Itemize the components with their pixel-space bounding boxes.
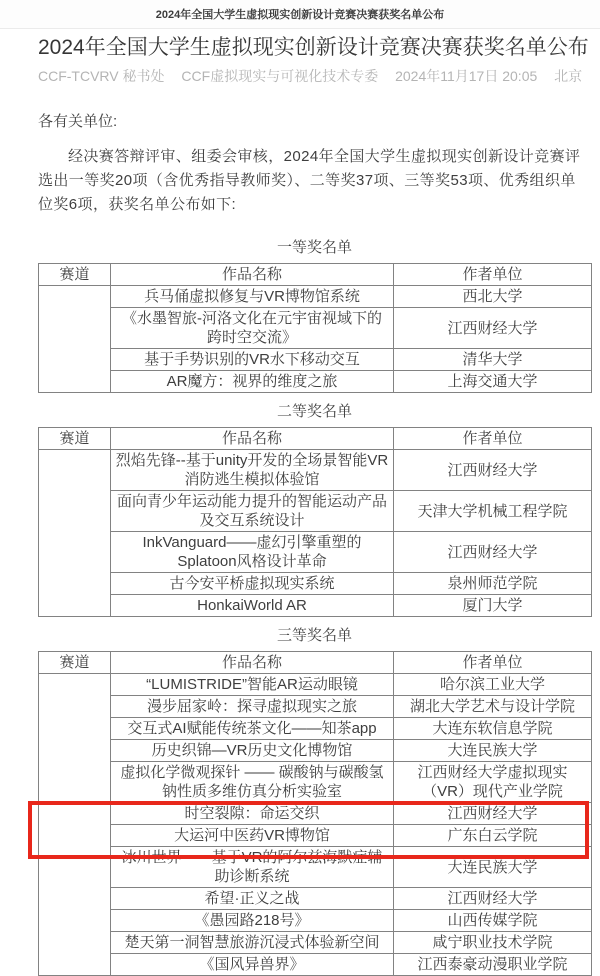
salutation: 各有关单位: [38, 113, 118, 130]
table-row [39, 286, 592, 308]
work-title-cell: “LUMISTRIDE”智能AR运动眼镜 [111, 674, 394, 696]
table-header-row [39, 428, 592, 450]
work-title-cell: 楚天第一洞智慧旅游沉浸式体验新空间 [111, 932, 394, 954]
author-unit-cell: 大连东软信息学院 [394, 718, 592, 740]
window-titlebar [0, 0, 600, 29]
byline-account[interactable]: CCF虚拟现实与可视化技术专委 [181, 68, 379, 84]
award-section [38, 238, 591, 393]
author-unit-cell: 厦门大学 [394, 595, 592, 617]
table-row [39, 718, 592, 740]
column-header: 作品名称 [111, 264, 394, 286]
author-unit-cell: 江西泰豪动漫职业学院 [394, 954, 592, 976]
work-title-cell: 《国风异兽界》 [111, 954, 394, 976]
track-cell [39, 450, 111, 617]
table-row [39, 762, 592, 803]
table-row [39, 740, 592, 762]
author-unit-cell: 江西财经大学 [394, 308, 592, 349]
article-content [0, 34, 600, 976]
byline-datetime: 2024年11月17日 20:05 [395, 68, 538, 84]
section-heading: 二等奖名单 [276, 403, 352, 420]
author-unit-cell: 西北大学 [394, 286, 592, 308]
column-header: 赛道 [39, 264, 111, 286]
award-sections [38, 238, 591, 976]
work-title-cell: 《愚园路218号》 [111, 910, 394, 932]
work-title-cell: AR魔方：视界的维度之旅 [111, 371, 394, 393]
work-title-cell: 基于手势识别的VR水下移动交互 [111, 349, 394, 371]
table-row [39, 847, 592, 888]
byline-author[interactable]: CCF-TCVRV 秘书处 [38, 68, 165, 84]
work-title-cell: 古今安平桥虚拟现实系统 [111, 573, 394, 595]
work-title-cell: 兵马俑虚拟修复与VR博物馆系统 [111, 286, 394, 308]
author-unit-cell: 广东白云学院 [394, 825, 592, 847]
author-unit-cell: 清华大学 [394, 349, 592, 371]
table-row [39, 932, 592, 954]
author-unit-cell: 泉州师范学院 [394, 573, 592, 595]
author-unit-cell: 江西财经大学 [394, 803, 592, 825]
table-header-row [39, 264, 592, 286]
author-unit-cell: 山西传媒学院 [394, 910, 592, 932]
column-header: 作者单位 [394, 428, 592, 450]
work-title-cell: 大运河中医药VR博物馆 [111, 825, 394, 847]
work-title-cell: InkVanguard——虚幻引擎重塑的Splatoon风格设计革命 [111, 532, 394, 573]
author-unit-cell: 上海交通大学 [394, 371, 592, 393]
window-title: 2024年全国大学生虚拟现实创新设计竞赛决赛获奖名单公布 [155, 9, 445, 21]
column-header: 作者单位 [394, 652, 592, 674]
author-unit-cell: 咸宁职业技术学院 [394, 932, 592, 954]
table-row [39, 450, 592, 491]
column-header: 作品名称 [111, 428, 394, 450]
author-unit-cell: 湖北大学艺术与设计学院 [394, 696, 592, 718]
work-title-cell: 烈焰先锋--基于unity开发的全场景智能VR消防逃生模拟体验馆 [111, 450, 394, 491]
column-header: 赛道 [39, 428, 111, 450]
section-heading: 三等奖名单 [276, 627, 352, 644]
column-header: 作者单位 [394, 264, 592, 286]
table-row [39, 573, 592, 595]
table-row [39, 349, 592, 371]
column-header: 赛道 [39, 652, 111, 674]
table-row [39, 595, 592, 617]
award-table [38, 427, 592, 617]
table-row [39, 532, 592, 573]
award-section [38, 402, 591, 617]
table-row [39, 888, 592, 910]
track-cell [39, 674, 111, 976]
author-unit-cell: 江西财经大学 [394, 450, 592, 491]
work-title-cell: 《水墨智旅-河洛文化在元宇宙视域下的跨时空交流》 [111, 308, 394, 349]
work-title-cell: 希望·正义之战 [111, 888, 394, 910]
work-title-cell: 虚拟化学微观探针 —— 碳酸钠与碳酸氢钠性质多维仿真分析实验室 [111, 762, 394, 803]
work-title-cell: 冰川世界——基于VR的阿尔兹海默症辅助诊断系统 [111, 847, 394, 888]
table-row [39, 674, 592, 696]
table-row [39, 371, 592, 393]
table-header-row [39, 652, 592, 674]
table-row [39, 954, 592, 976]
author-unit-cell: 江西财经大学 [394, 888, 592, 910]
track-cell [39, 286, 111, 393]
work-title-cell: 交互式AI赋能传统茶文化——知茶app [111, 718, 394, 740]
work-title-cell: 面向青少年运动能力提升的智能运动产品及交互系统设计 [111, 491, 394, 532]
column-header: 作品名称 [111, 652, 394, 674]
work-title-cell: 历史织锦—VR历史文化博物馆 [111, 740, 394, 762]
table-row [39, 491, 592, 532]
author-unit-cell: 江西财经大学 [394, 532, 592, 573]
author-unit-cell: 江西财经大学虚拟现实（VR）现代产业学院 [394, 762, 592, 803]
page-title: 2024年全国大学生虚拟现实创新设计竞赛决赛获奖名单公布 [38, 36, 589, 59]
author-unit-cell: 大连民族大学 [394, 847, 592, 888]
author-unit-cell: 天津大学机械工程学院 [394, 491, 592, 532]
author-unit-cell: 哈尔滨工业大学 [394, 674, 592, 696]
award-section [38, 626, 591, 976]
table-row [39, 308, 592, 349]
byline [38, 67, 591, 85]
work-title-cell: HonkaiWorld AR [111, 595, 394, 617]
award-table [38, 263, 592, 393]
award-table [38, 651, 592, 976]
intro-paragraph: 经决赛答辩评审、组委会审核，2024年全国大学生虚拟现实创新设计竞赛评选出一等奖20项（含优秀指导教师奖）、二等奖37项、三等奖53项、优秀组织单位奖6项，获奖名单公布如下: [38, 148, 581, 213]
table-row [39, 825, 592, 847]
table-row [39, 696, 592, 718]
table-row [39, 803, 592, 825]
work-title-cell: 漫步屈家岭：探寻虚拟现实之旅 [111, 696, 394, 718]
section-heading: 一等奖名单 [276, 239, 352, 256]
table-row [39, 910, 592, 932]
byline-location: 北京 [554, 68, 583, 84]
work-title-cell: 时空裂隙：命运交织 [111, 803, 394, 825]
author-unit-cell: 大连民族大学 [394, 740, 592, 762]
